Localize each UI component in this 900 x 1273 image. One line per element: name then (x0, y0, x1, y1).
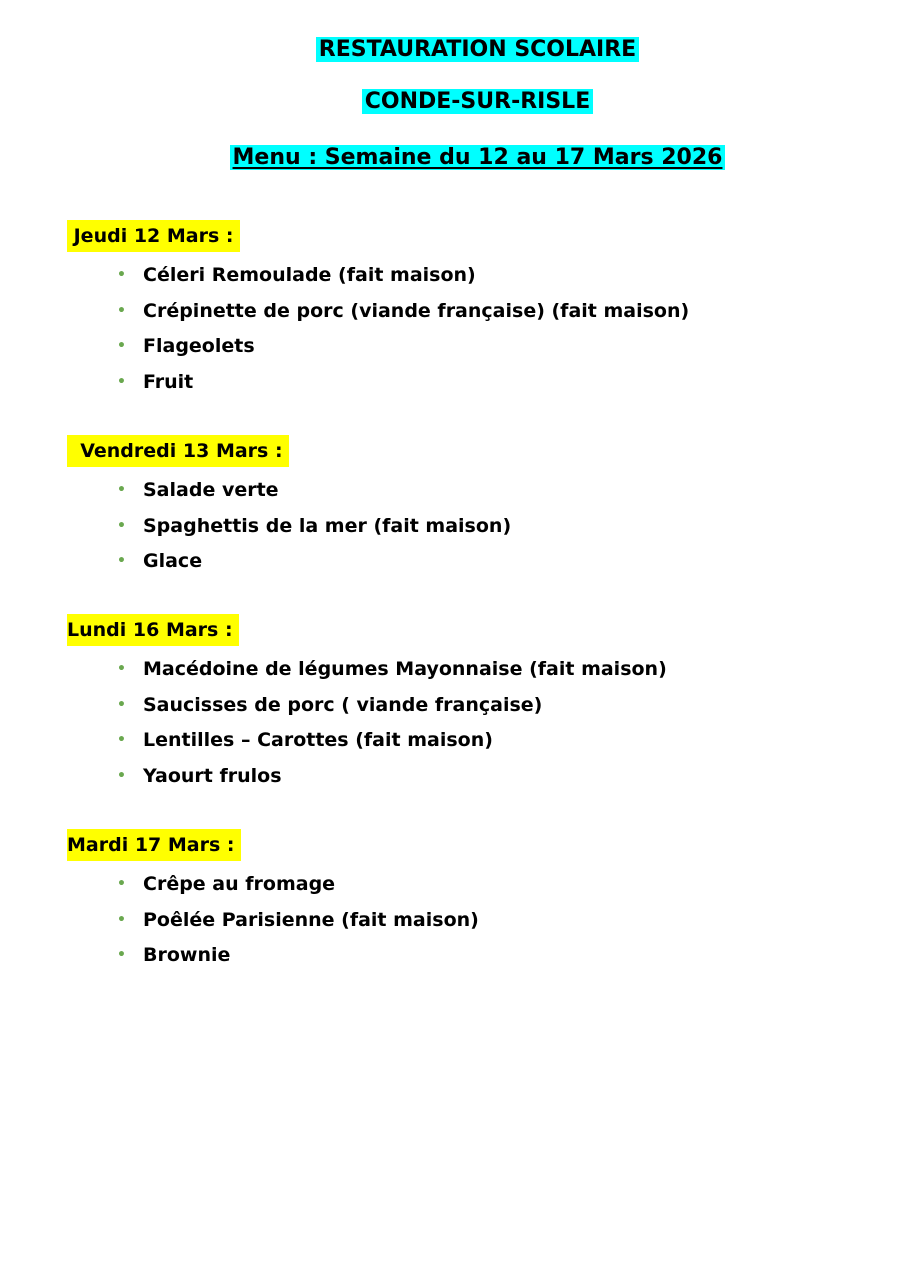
day-section-mardi (67, 829, 479, 974)
list-item (67, 544, 511, 580)
title-restauration (0, 33, 900, 67)
menu-item-text: Brownie (143, 944, 231, 966)
menu-item-text: Salade verte (143, 479, 279, 501)
list-item (67, 258, 689, 294)
title-town (0, 85, 900, 119)
bullet-icon: • (117, 696, 126, 713)
list-item (67, 652, 667, 688)
bullet-icon: • (117, 911, 126, 928)
menu-item-text: Saucisses de porc ( viande française) (143, 693, 543, 716)
title-town-text: CONDE-SUR-RISLE (362, 89, 593, 114)
bullet-icon: • (117, 373, 126, 390)
menu-list (67, 258, 689, 400)
day-section-vendredi (67, 435, 511, 580)
list-item (67, 688, 667, 724)
menu-list (67, 652, 667, 794)
bullet-icon: • (117, 302, 126, 319)
day-header: Jeudi 12 Mars : (67, 220, 240, 252)
list-item (67, 294, 689, 330)
list-item (67, 867, 479, 903)
menu-item-text: Glace (143, 550, 203, 572)
day-section-lundi (67, 614, 667, 794)
bullet-icon: • (117, 267, 126, 283)
list-item (67, 759, 667, 795)
bullet-icon: • (117, 338, 126, 354)
bullet-icon: • (117, 732, 126, 748)
menu-item-text: Lentilles – Carottes (fait maison) (143, 729, 493, 751)
title-menu-week-text: Menu : Semaine du 12 au 17 Mars 2026 (230, 145, 726, 170)
bullet-icon: • (117, 876, 126, 892)
menu-list (67, 473, 511, 580)
title-menu-week (0, 141, 900, 175)
list-item (67, 473, 511, 509)
menu-item-text: Poêlée Parisienne (fait maison) (143, 908, 479, 931)
menu-item-text: Crépinette de porc (viande française) (fait maison) (143, 299, 690, 322)
day-header: Lundi 16 Mars : (67, 614, 239, 646)
bullet-icon: • (117, 517, 126, 534)
menu-list (67, 867, 479, 974)
bullet-icon: • (117, 661, 126, 677)
list-item (67, 723, 667, 759)
menu-item-text: Flageolets (143, 335, 255, 357)
list-item (67, 365, 689, 401)
menu-item-text: Spaghettis de la mer (fait maison) (143, 514, 512, 537)
bullet-icon: • (117, 767, 126, 784)
menu-item-text: Crêpe au fromage (143, 873, 336, 895)
bullet-icon: • (117, 947, 126, 963)
list-item (67, 938, 479, 974)
day-header: Mardi 17 Mars : (67, 829, 241, 861)
title-restauration-text: RESTAURATION SCOLAIRE (316, 37, 639, 62)
list-item (67, 509, 511, 545)
menu-item-text: Fruit (143, 370, 194, 393)
day-section-jeudi (67, 220, 689, 400)
bullet-icon: • (117, 482, 126, 498)
bullet-icon: • (117, 553, 126, 569)
list-item (67, 903, 479, 939)
menu-item-text: Macédoine de légumes Mayonnaise (fait maison) (143, 658, 667, 680)
menu-item-text: Céleri Remoulade (fait maison) (143, 264, 476, 286)
day-header: Vendredi 13 Mars : (67, 435, 289, 467)
menu-item-text: Yaourt frulos (143, 764, 282, 787)
list-item (67, 329, 689, 365)
